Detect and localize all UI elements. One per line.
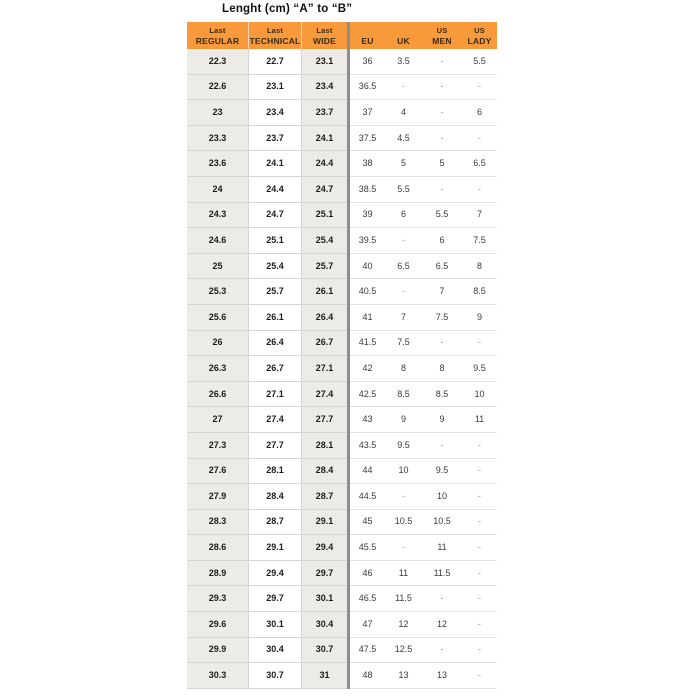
table-row	[187, 433, 500, 459]
table-cell: 9.5	[462, 356, 497, 382]
table-cell: 27.1	[302, 356, 347, 382]
table-cell: 11	[462, 407, 497, 433]
table-row	[187, 356, 500, 382]
table-cell: 13	[422, 663, 462, 689]
table-cell: -	[385, 535, 422, 561]
table-cell: 11.5	[422, 561, 462, 587]
table-cell: 22.7	[248, 49, 302, 75]
table-cell: 26.1	[248, 305, 302, 331]
table-cell: -	[385, 279, 422, 305]
table-cell: -	[462, 126, 497, 152]
size-chart	[187, 2, 500, 689]
header-label: US	[474, 26, 485, 35]
table-cell: 5.5	[462, 49, 497, 75]
table-row	[187, 203, 500, 229]
table-cell: 8	[462, 254, 497, 280]
table-cell: 6.5	[385, 254, 422, 280]
table-cell: -	[462, 459, 497, 485]
table-cell: 27	[187, 407, 248, 433]
table-cell: 28.4	[248, 484, 302, 510]
table-cell: 29.7	[302, 561, 347, 587]
table-cell: 25	[187, 254, 248, 280]
table-cell: 41.5	[350, 331, 385, 357]
table-cell: 30.1	[302, 586, 347, 612]
table-row	[187, 177, 500, 203]
table-cell: -	[385, 228, 422, 254]
table-cell: 9	[422, 407, 462, 433]
table-cell: -	[462, 612, 497, 638]
table-cell: 30.1	[248, 612, 302, 638]
table-cell: 25.4	[248, 254, 302, 280]
table-cell: 26.1	[302, 279, 347, 305]
table-cell: 7.5	[385, 331, 422, 357]
table-cell: 43	[350, 407, 385, 433]
table-cell: 26.3	[187, 356, 248, 382]
table-cell: 29.9	[187, 638, 248, 664]
table-cell: -	[422, 177, 462, 203]
table-cell: 48	[350, 663, 385, 689]
table-cell: -	[462, 177, 497, 203]
table-cell: -	[422, 331, 462, 357]
table-cell: 23.6	[187, 151, 248, 177]
table-row	[187, 382, 500, 408]
header-label: LADY	[467, 35, 492, 46]
table-cell: 5.5	[422, 203, 462, 229]
table-cell: 5	[385, 151, 422, 177]
table-cell: 23.7	[302, 100, 347, 126]
table-cell: 12.5	[385, 638, 422, 664]
table-row	[187, 561, 500, 587]
table-cell: 27.3	[187, 433, 248, 459]
table-cell: 26.4	[302, 305, 347, 331]
table-cell: -	[422, 433, 462, 459]
table-cell: 8	[385, 356, 422, 382]
header-label: MEN	[432, 35, 452, 46]
table-cell: 31	[302, 663, 347, 689]
table-cell: -	[422, 75, 462, 101]
table-cell: 8.5	[462, 279, 497, 305]
table-row	[187, 331, 500, 357]
table-cell: -	[422, 126, 462, 152]
table-cell: 29.1	[248, 535, 302, 561]
table-cell: 23	[187, 100, 248, 126]
table-cell: -	[462, 638, 497, 664]
table-cell: -	[385, 75, 422, 101]
table-cell: 4.5	[385, 126, 422, 152]
table-cell: 24.1	[248, 151, 302, 177]
header-label: Last	[266, 26, 284, 35]
table-cell: 25.7	[248, 279, 302, 305]
table-cell: 36	[350, 49, 385, 75]
table-cell: -	[462, 75, 497, 101]
table-cell: 26.4	[248, 331, 302, 357]
table-cell: 29.1	[302, 510, 347, 536]
table-row	[187, 151, 500, 177]
table-cell: 25.1	[302, 203, 347, 229]
table-cell: 39.5	[350, 228, 385, 254]
table-cell: 47	[350, 612, 385, 638]
table-cell: -	[462, 331, 497, 357]
table-cell: 29.3	[187, 586, 248, 612]
header-label: REGULAR	[195, 35, 240, 46]
table-cell: 13	[385, 663, 422, 689]
table-row	[187, 49, 500, 75]
table-cell: 30.4	[302, 612, 347, 638]
table-cell: 25.4	[302, 228, 347, 254]
table-cell: 30.3	[187, 663, 248, 689]
header-label: WIDE	[313, 35, 336, 46]
header-label: TECHNICAL	[249, 35, 301, 46]
table-cell: 44	[350, 459, 385, 485]
table-cell: 45	[350, 510, 385, 536]
table-cell: 24.4	[248, 177, 302, 203]
table-cell: -	[462, 586, 497, 612]
table-cell: -	[462, 535, 497, 561]
table-cell: 38	[350, 151, 385, 177]
table-cell: 27.6	[187, 459, 248, 485]
table-cell: 27.4	[248, 407, 302, 433]
table-cell: 36.5	[350, 75, 385, 101]
table-cell: 28.7	[302, 484, 347, 510]
table-row	[187, 535, 500, 561]
table-cell: 29.6	[187, 612, 248, 638]
table-cell: 40	[350, 254, 385, 280]
table-cell: 38.5	[350, 177, 385, 203]
table-cell: -	[462, 561, 497, 587]
table-cell: 9	[462, 305, 497, 331]
table-cell: 6	[385, 203, 422, 229]
table-cell: 9.5	[422, 459, 462, 485]
table-cell: -	[422, 638, 462, 664]
header-label: Last	[209, 26, 226, 35]
table-row	[187, 459, 500, 485]
table-row	[187, 586, 500, 612]
table-cell: 8.5	[385, 382, 422, 408]
table-cell: 29.7	[248, 586, 302, 612]
table-cell: 24.4	[302, 151, 347, 177]
table-cell: 23.4	[302, 75, 347, 101]
table-cell: 5.5	[385, 177, 422, 203]
header-label: UK	[397, 35, 410, 46]
table-cell: 6.5	[422, 254, 462, 280]
header-last-technical	[248, 22, 302, 49]
table-cell: 30.7	[248, 663, 302, 689]
table-cell: 47.5	[350, 638, 385, 664]
table-cell: 29.4	[302, 535, 347, 561]
table-cell: 5	[422, 151, 462, 177]
table-cell: 44.5	[350, 484, 385, 510]
table-cell: 24.7	[302, 177, 347, 203]
table-cell: 25.7	[302, 254, 347, 280]
table-cell: 27.1	[248, 382, 302, 408]
table-cell: 24	[187, 177, 248, 203]
table-cell: 7	[385, 305, 422, 331]
table-cell: 10.5	[385, 510, 422, 536]
table-cell: 10.5	[422, 510, 462, 536]
header-eu	[350, 22, 385, 49]
table-cell: 23.7	[248, 126, 302, 152]
table-row	[187, 638, 500, 664]
size-conversion-table	[187, 22, 500, 689]
table-cell: 26	[187, 331, 248, 357]
table-cell: 12	[385, 612, 422, 638]
table-cell: 40.5	[350, 279, 385, 305]
table-row	[187, 510, 500, 536]
table-cell: 29.4	[248, 561, 302, 587]
table-cell: 11.5	[385, 586, 422, 612]
table-cell: 25.3	[187, 279, 248, 305]
table-cell: 10	[462, 382, 497, 408]
header-label: Last	[316, 26, 333, 35]
table-cell: 28.3	[187, 510, 248, 536]
table-cell: 10	[422, 484, 462, 510]
table-cell: -	[422, 49, 462, 75]
header-us-men	[422, 22, 462, 49]
table-row	[187, 484, 500, 510]
table-cell: -	[462, 484, 497, 510]
table-cell: 8.5	[422, 382, 462, 408]
table-cell: 4	[385, 100, 422, 126]
table-cell: 23.1	[248, 75, 302, 101]
header-last-wide	[302, 22, 347, 49]
table-header-row	[187, 22, 500, 49]
header-last-regular	[187, 22, 248, 49]
table-row	[187, 75, 500, 101]
table-cell: 37	[350, 100, 385, 126]
table-cell: 25.6	[187, 305, 248, 331]
table-cell: 37.5	[350, 126, 385, 152]
table-cell: 6.5	[462, 151, 497, 177]
table-cell: 9.5	[385, 433, 422, 459]
table-cell: 43.5	[350, 433, 385, 459]
table-cell: 28.1	[302, 433, 347, 459]
table-cell: 6	[422, 228, 462, 254]
table-row	[187, 407, 500, 433]
table-cell: 28.7	[248, 510, 302, 536]
table-cell: 3.5	[385, 49, 422, 75]
table-cell: 23.3	[187, 126, 248, 152]
table-cell: 24.7	[248, 203, 302, 229]
table-cell: 8	[422, 356, 462, 382]
table-cell: 7.5	[422, 305, 462, 331]
table-cell: 28.1	[248, 459, 302, 485]
table-cell: 30.4	[248, 638, 302, 664]
table-cell: 23.4	[248, 100, 302, 126]
table-cell: 28.6	[187, 535, 248, 561]
table-cell: 7	[422, 279, 462, 305]
table-cell: 6	[462, 100, 497, 126]
table-cell: 24.3	[187, 203, 248, 229]
table-cell: 39	[350, 203, 385, 229]
header-label: EU	[361, 35, 374, 46]
table-cell: 42.5	[350, 382, 385, 408]
table-cell: 42	[350, 356, 385, 382]
table-cell: 28.4	[302, 459, 347, 485]
table-row	[187, 279, 500, 305]
table-cell: 9	[385, 407, 422, 433]
table-cell: -	[462, 510, 497, 536]
table-cell: 7.5	[462, 228, 497, 254]
table-cell: 27.9	[187, 484, 248, 510]
table-cell: 45.5	[350, 535, 385, 561]
table-cell: 24.6	[187, 228, 248, 254]
table-cell: 25.1	[248, 228, 302, 254]
table-row	[187, 663, 500, 689]
table-cell: -	[385, 484, 422, 510]
table-cell: 30.7	[302, 638, 347, 664]
header-us-lady	[462, 22, 497, 49]
table-cell: 26.7	[302, 331, 347, 357]
table-cell: 22.6	[187, 75, 248, 101]
table-cell: 11	[422, 535, 462, 561]
table-cell: 7	[462, 203, 497, 229]
table-cell: -	[462, 433, 497, 459]
table-cell: 22.3	[187, 49, 248, 75]
table-cell: 28.9	[187, 561, 248, 587]
table-cell: 46	[350, 561, 385, 587]
table-row	[187, 228, 500, 254]
table-cell: -	[462, 663, 497, 689]
table-cell: 27.7	[302, 407, 347, 433]
table-cell: 12	[422, 612, 462, 638]
table-cell: 46.5	[350, 586, 385, 612]
table-cell: 24.1	[302, 126, 347, 152]
table-row	[187, 126, 500, 152]
table-cell: 41	[350, 305, 385, 331]
table-row	[187, 612, 500, 638]
header-uk	[385, 22, 422, 49]
header-label: US	[436, 26, 448, 35]
chart-title: Lenght (cm) “A” to “B”	[222, 3, 353, 15]
table-cell: 11	[385, 561, 422, 587]
table-cell: 26.7	[248, 356, 302, 382]
table-body	[187, 49, 500, 689]
table-cell: 27.7	[248, 433, 302, 459]
table-cell: 10	[385, 459, 422, 485]
table-row	[187, 100, 500, 126]
table-row	[187, 254, 500, 280]
table-cell: -	[422, 586, 462, 612]
table-cell: 23.1	[302, 49, 347, 75]
table-cell: 26.6	[187, 382, 248, 408]
table-row	[187, 305, 500, 331]
table-cell: -	[422, 100, 462, 126]
table-cell: 27.4	[302, 382, 347, 408]
